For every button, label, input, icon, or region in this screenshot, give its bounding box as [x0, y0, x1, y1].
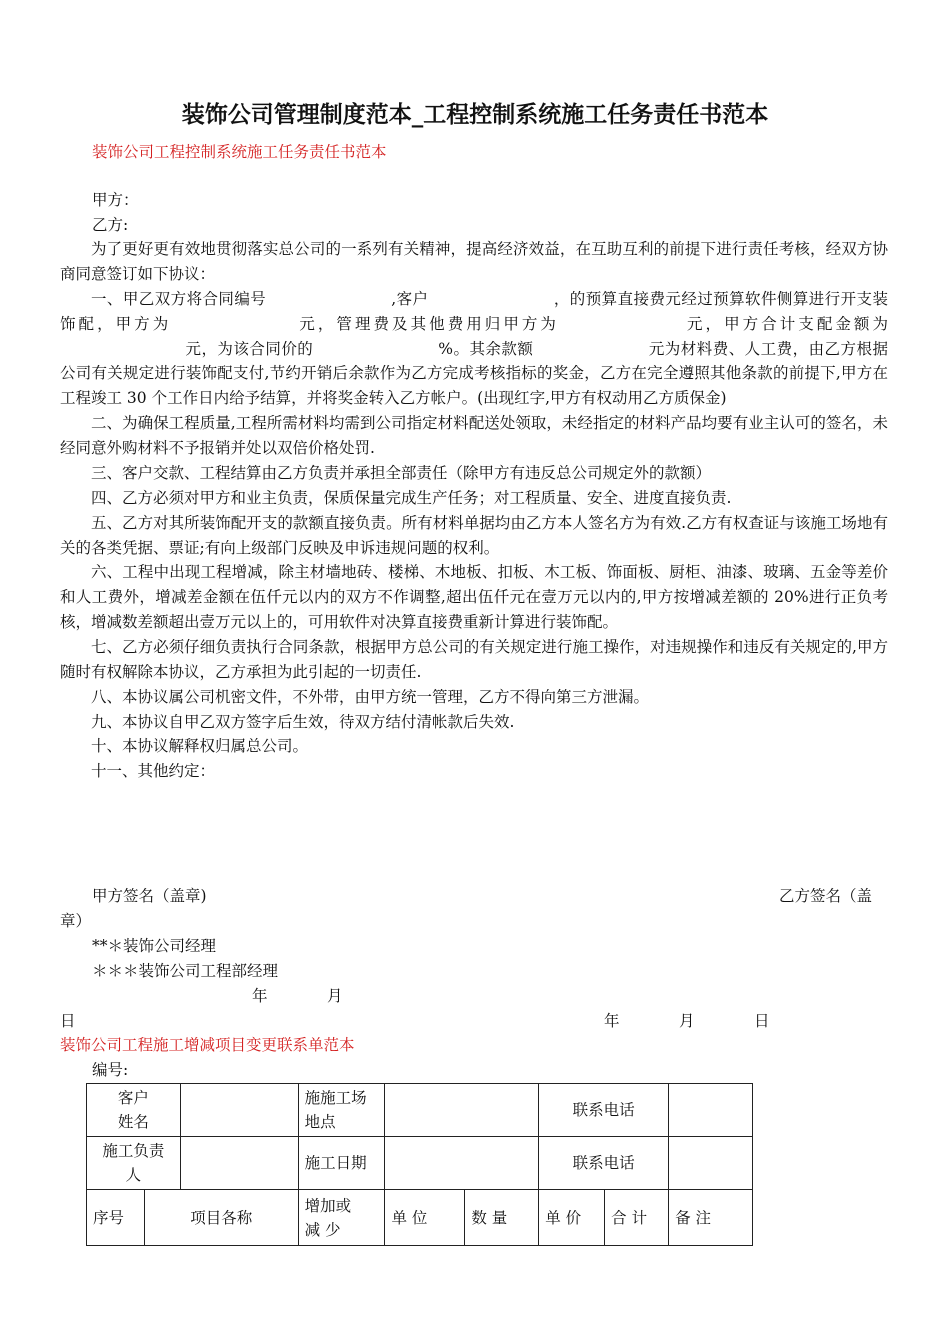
phone-cell-1[interactable]: [669, 1084, 753, 1137]
clause-1: [60, 287, 888, 411]
intro-paragraph: 为了更好更有效地贯彻落实总公司的一系列有关精神，提高经济效益，在互助互利的前提下进行责任考核，经双方协商同意签订如下协议：: [60, 240, 888, 283]
page-title: 装饰公司管理制度范本_工程控制系统施工任务责任书范本: [181, 102, 769, 128]
supervisor-label: 施工负责 人: [87, 1137, 181, 1190]
date-year-b: 年: [604, 1012, 620, 1030]
phone-label-1: 联系电话: [539, 1084, 669, 1137]
date-day-a: 日: [60, 1012, 76, 1030]
table-header-row: [87, 1190, 753, 1246]
col-increase-decrease: 增加或 减 少: [298, 1190, 385, 1246]
site-label: 施施工场 地点: [298, 1084, 385, 1137]
date-cell[interactable]: [385, 1137, 539, 1190]
col-unit: 单 位: [385, 1190, 465, 1246]
party-b-label: 乙方:: [92, 216, 129, 234]
site-cell[interactable]: [385, 1084, 539, 1137]
document-subtitle: 装饰公司工程控制系统施工任务责任书范本: [92, 143, 387, 161]
col-total: 合 计: [605, 1190, 669, 1246]
clause-7: 七、乙方必须仔细负责执行合同条款，根据甲方总公司的有关规定进行施工操作，对违规操作和违反有关规定的,甲方随时有权解除本协议，乙方承担为此引起的一切责任.: [60, 638, 888, 681]
table-row: [87, 1137, 753, 1190]
phone-cell-2[interactable]: [669, 1137, 753, 1190]
party-b-signature: 乙方签名（盖: [779, 887, 873, 905]
change-order-table: [86, 1083, 753, 1246]
clause-2: 二、为确保工程质量,工程所需材料均需到公司指定材料配送处领取，未经指定的材料产品均要有业主认可的签名，未经同意外购材料不予报销并处以双倍价格处罚.: [60, 414, 888, 457]
clause1-part1: 一、甲乙双方将合同编号: [91, 290, 267, 308]
col-remarks: 备 注: [669, 1190, 753, 1246]
company-manager: **＊装饰公司经理: [92, 937, 217, 955]
clause1-part3: ，的预算直接费元经过预算软件侧算进行开支装饰配，甲方为: [60, 290, 888, 333]
clause1-part4: 元，管理费及其他费用归甲方为: [296, 314, 559, 333]
clause-8: 八、本协议属公司机密文件，不外带，由甲方统一管理，乙方不得向第三方泄漏。: [91, 688, 650, 706]
clause-11: 十一、其他约定：: [91, 762, 216, 780]
party-a-signature: 甲方签名（盖章): [92, 887, 207, 905]
clause1-part2: ,客户: [391, 290, 429, 308]
clause1-part8: 元为材料费、人工费，由乙方根据公司有关规定进行装饰配支付,节约开销后余款作为乙方完成考核指标的奖金，乙方在完全遵照其他条款的前提下,甲方在工程竣工 30 个工作日内给予结算，并将奖金转入乙方帐户。(出现红字,甲方有权动用乙方质保金): [60, 339, 888, 408]
col-item-name: 项目各称: [144, 1190, 298, 1246]
clause-10: 十、本协议解释权归属总公司。: [91, 737, 309, 755]
phone-label-2: 联系电话: [539, 1137, 669, 1190]
clause-3: 三、客户交款、工程结算由乙方负责并承担全部责任（除甲方有违反总公司规定外的款额）: [91, 464, 712, 482]
col-index: 序号: [87, 1190, 145, 1246]
party-b-signature-tail: 章）: [60, 912, 92, 930]
date-label: 施工日期: [298, 1137, 385, 1190]
clause-9: 九、本协议自甲乙双方签字后生效，待双方结付清帐款后失效.: [91, 713, 515, 731]
customer-name-label: 客户 姓名: [87, 1084, 181, 1137]
date-year-a: 年: [252, 987, 268, 1005]
clause-4: 四、乙方必须对甲方和业主负责，保质保量完成生产任务；对工程质量、安全、进度直接负责.: [91, 489, 732, 507]
col-quantity: 数 量: [465, 1190, 539, 1246]
engineering-manager: ＊＊＊装饰公司工程部经理: [92, 962, 279, 980]
date-day-b: 日: [754, 1012, 770, 1030]
customer-name-cell[interactable]: [180, 1084, 298, 1137]
form-title: 装饰公司工程施工增减项目变更联系单范本: [60, 1036, 355, 1054]
clause1-part7: %。其余款额: [438, 339, 534, 358]
form-number: 编号:: [92, 1061, 129, 1079]
clause1-part6: 元，为该合同价的: [185, 339, 314, 358]
col-unit-price: 单 价: [539, 1190, 605, 1246]
table-row: [87, 1084, 753, 1137]
date-month-b: 月: [679, 1012, 695, 1030]
supervisor-cell[interactable]: [180, 1137, 298, 1190]
clause-5: 五、乙方对其所装饰配开支的款额直接负责。所有材料单据均由乙方本人签名方为有效.乙方有权查证与该施工场地有关的各类凭据、票证;有向上级部门反映及申诉违规问题的权利。: [60, 514, 888, 557]
clause1-part5: 元，甲方合计支配金额为: [683, 314, 888, 333]
party-a-label: 甲方：: [92, 191, 139, 209]
date-month-a: 月: [327, 987, 343, 1005]
clause-6: 六、工程中出现工程增减，除主材墙地砖、楼梯、木地板、扣板、木工板、饰面板、厨柜、油漆、玻璃、五金等差价和人工费外，增减差金额在伍仟元以内的双方不作调整,超出伍仟元在壹万元以内的,甲方按增减差额的 20%进行正负考核，增减数差额超出壹万元以上的，可用软件对决算直接费重新计算进行装饰配。: [60, 563, 888, 631]
